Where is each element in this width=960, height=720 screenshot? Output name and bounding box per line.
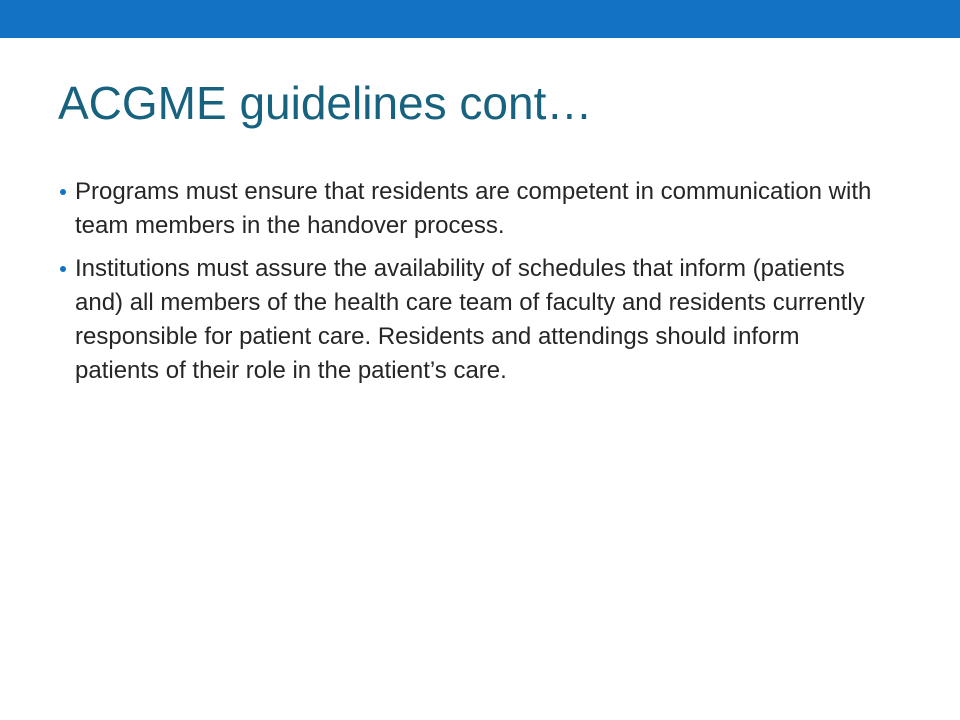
- top-accent-bar: [0, 0, 960, 38]
- bullet-item: [58, 252, 878, 388]
- slide-title: ACGME guidelines cont…: [58, 77, 593, 129]
- bullet-text: Programs must ensure that residents are competent in communication with team members in the handover process.: [75, 178, 872, 239]
- bullet-dot-icon: [60, 266, 66, 272]
- bullet-text: Institutions must assure the availability of schedules that inform (patients and) all members of the health care team of faculty and residents currently responsible for patient care. Residents and attendings should inform patients of their role in the patient’s care.: [75, 255, 865, 384]
- bullet-dot-icon: [60, 189, 66, 195]
- bullet-item: [58, 175, 878, 243]
- bullet-list: [58, 175, 878, 397]
